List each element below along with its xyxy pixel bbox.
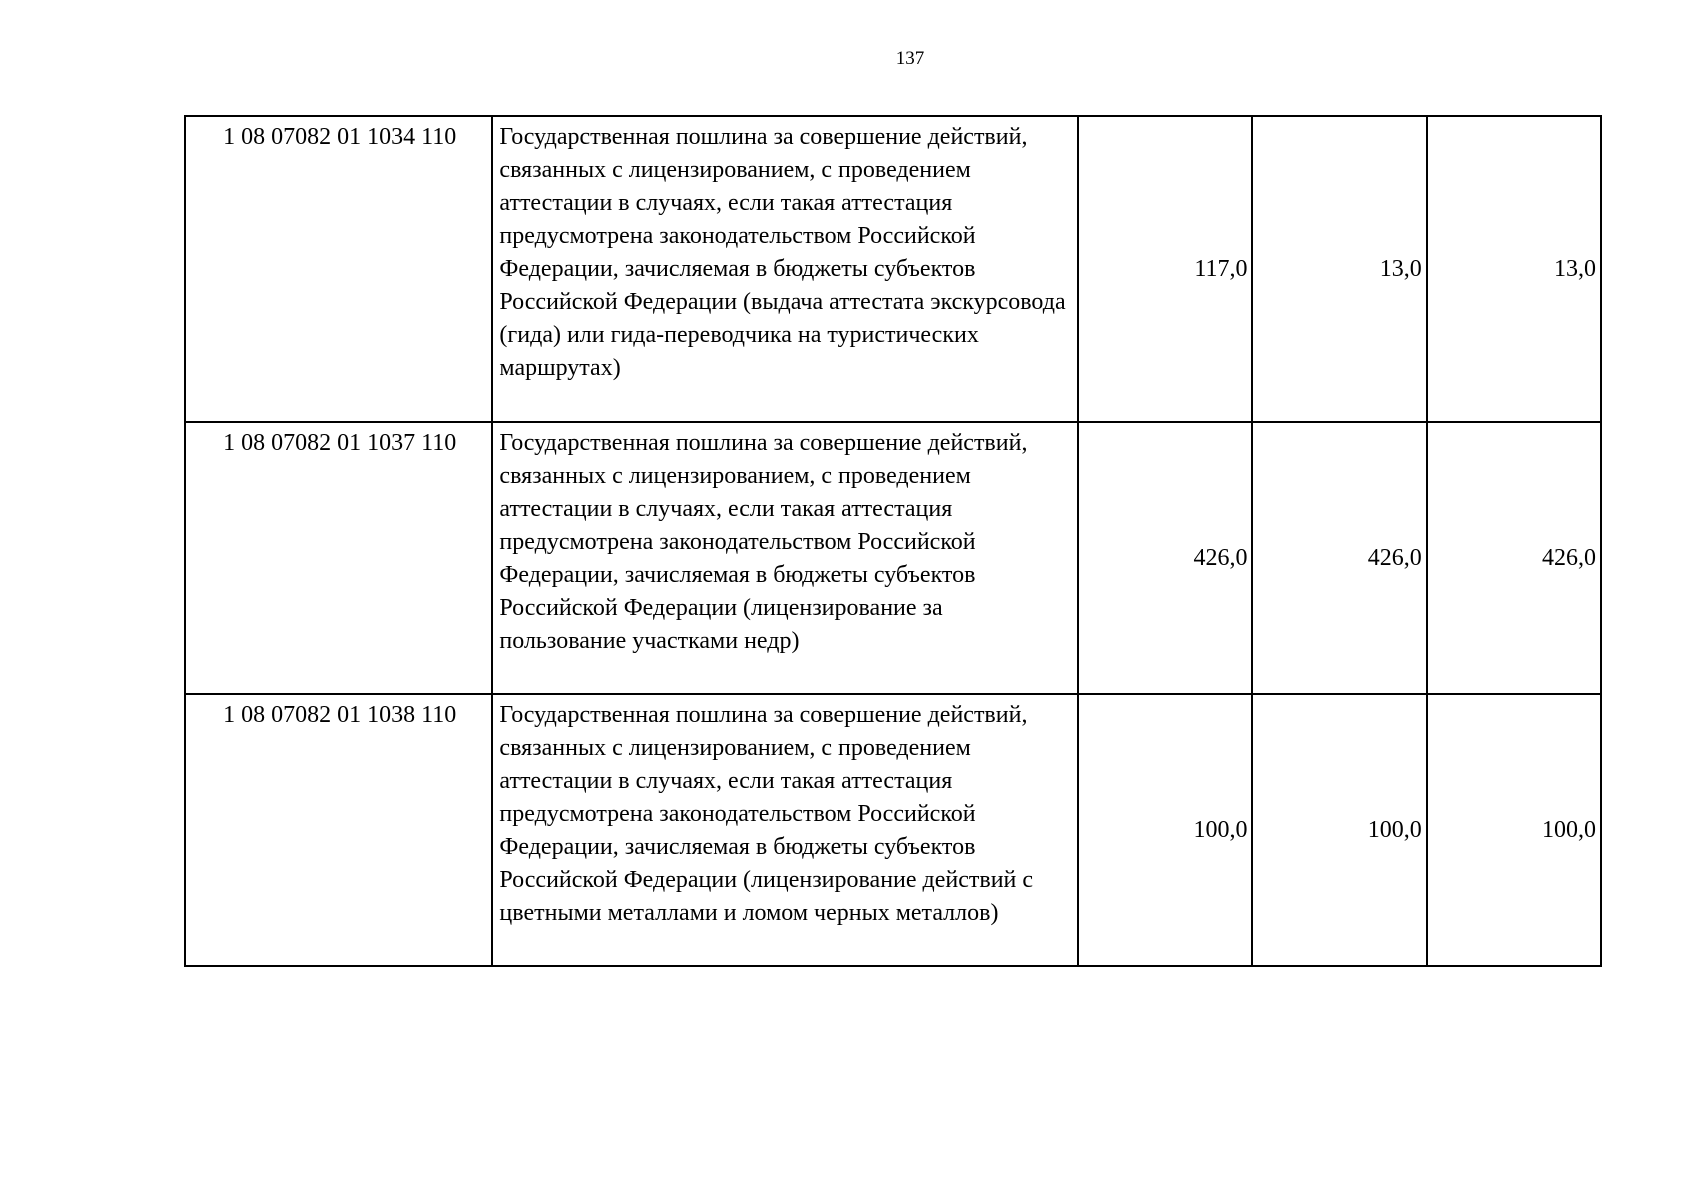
value-cell-year-1: 100,0	[1078, 694, 1252, 966]
table-row	[185, 694, 1601, 966]
value-cell-year-2: 100,0	[1252, 694, 1426, 966]
table-row	[185, 116, 1601, 422]
value-cell-year-3: 100,0	[1427, 694, 1601, 966]
value-cell-year-1: 117,0	[1078, 116, 1252, 422]
value-cell-year-3: 426,0	[1427, 422, 1601, 694]
classification-code-cell: 1 08 07082 01 1037 110	[185, 422, 492, 694]
classification-code-cell: 1 08 07082 01 1038 110	[185, 694, 492, 966]
value-cell-year-1: 426,0	[1078, 422, 1252, 694]
value-cell-year-3: 13,0	[1427, 116, 1601, 422]
value-cell-year-2: 13,0	[1252, 116, 1426, 422]
classification-code-cell: 1 08 07082 01 1034 110	[185, 116, 492, 422]
page-number: 137	[895, 48, 925, 69]
value-cell-year-2: 426,0	[1252, 422, 1426, 694]
budget-revenue-table	[184, 115, 1602, 967]
description-cell: Государственная пошлина за совершение действий, связанных с лицензированием, с проведением аттестации в случаях, если такая аттестация предусмотрена законодательством Российской Федерации, зачисляемая в бюджеты субъектов Российской Федерации (выдача аттестата экскурсовода (гида) или гида-переводчика на туристических маршрутах)	[492, 116, 1078, 422]
description-cell: Государственная пошлина за совершение действий, связанных с лицензированием, с проведением аттестации в случаях, если такая аттестация предусмотрена законодательством Российской Федерации, зачисляемая в бюджеты субъектов Российской Федерации (лицензирование за пользование участками недр)	[492, 422, 1078, 694]
table-row	[185, 422, 1601, 694]
description-cell: Государственная пошлина за совершение действий, связанных с лицензированием, с проведением аттестации в случаях, если такая аттестация предусмотрена законодательством Российской Федерации, зачисляемая в бюджеты субъектов Российской Федерации (лицензирование действий с цветными металлами и ломом черных металлов)	[492, 694, 1078, 966]
